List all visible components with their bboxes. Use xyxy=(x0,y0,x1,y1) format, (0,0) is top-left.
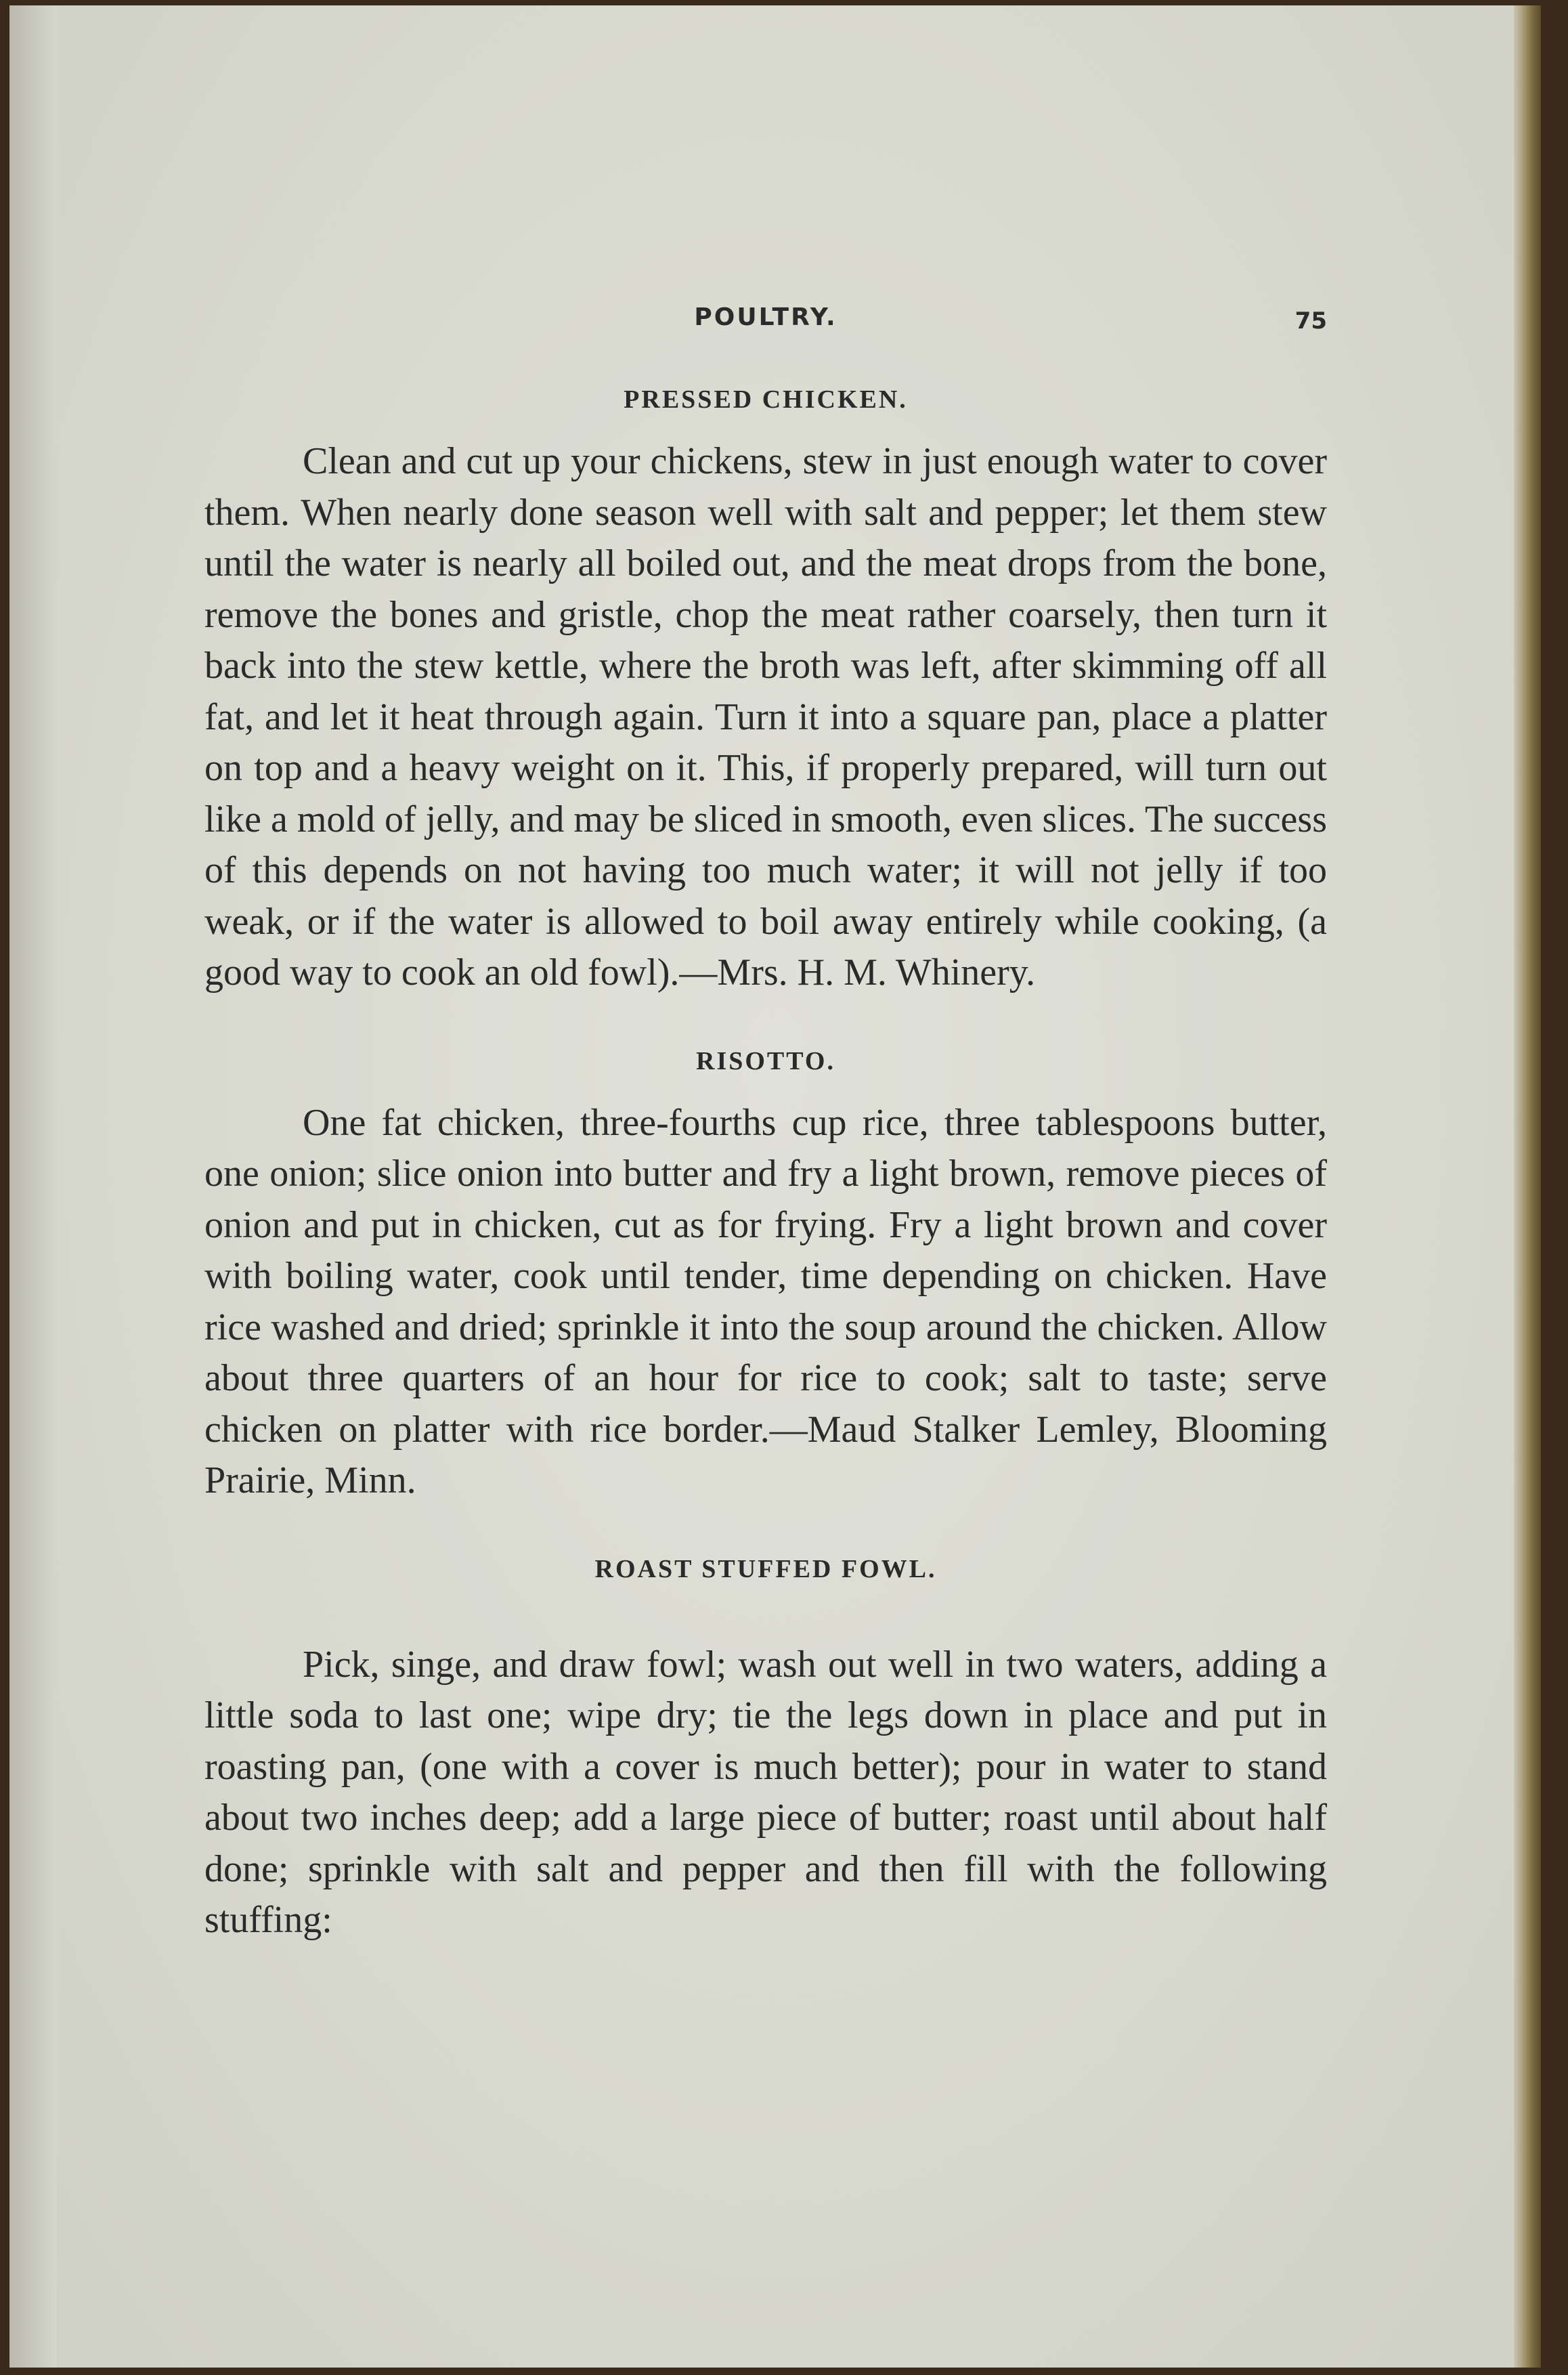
page-gutter xyxy=(9,5,57,2368)
recipe-body: One fat chicken, three-fourths cup rice, three tablespoons butter, one onion; slice onion into butter and fry a light brown, remove pieces of onion and put in chicken, cut as for frying. Fry a light brown and cover with boiling water, cook until tender, time depending on chicken. Have rice washed and dried; sprinkle it into the soup around the chicken. Allow about three quarters of an hour for rice to cook; salt to taste; serve chicken on platter with rice border.—Maud Stalker Lemley, Blooming Prairie, Minn. xyxy=(204,1101,1327,1501)
recipe-body: Clean and cut up your chickens, stew in just enough water to cover them. When nearly done season well with salt and pepper; let them stew until the water is nearly all boiled out, and the meat drops from the bone, remove the bones and gristle, chop the meat rather coarsely, then turn it back into the stew kettle, where the broth was left, after skimming off all fat, and let it heat through again. Turn it into a square pan, place a platter on top and a heavy weight on it. This, if properly prepared, will turn out like a mold of jelly, and may be sliced in smooth, even slices. The success of this depends on not having too much water; it will not jelly if too weak, or if the water is allowed to boil away entirely while cooking, (a good way to cook an old fowl).—Mrs. H. M. Whinery. xyxy=(204,440,1327,993)
recipe-title: PRESSED CHICKEN. xyxy=(624,385,908,414)
page-edge xyxy=(1514,5,1541,2368)
running-head xyxy=(204,303,1327,344)
recipe-risotto xyxy=(204,1046,1327,1507)
recipe-pressed-chicken xyxy=(204,385,1327,999)
recipe-title: RISOTTO. xyxy=(696,1046,835,1075)
book-page xyxy=(9,5,1541,2368)
recipe-title: ROAST STUFFED FOWL. xyxy=(594,1554,937,1583)
page-number: 75 xyxy=(1294,307,1327,335)
recipe-roast-stuffed-fowl xyxy=(204,1554,1327,1946)
recipe-body: Pick, singe, and draw fowl; wash out well in two waters, adding a little soda to last one; wipe dry; tie the legs down in place and put in roasting pan, (one with a cover is much better); pour in water to stand about two inches deep; add a large piece of butter; roast until about half done; sprinkle with salt and pepper and then fill with the following stuffing: xyxy=(204,1643,1327,1941)
page-content xyxy=(204,385,1327,1946)
running-title: POULTRY. xyxy=(694,303,837,331)
